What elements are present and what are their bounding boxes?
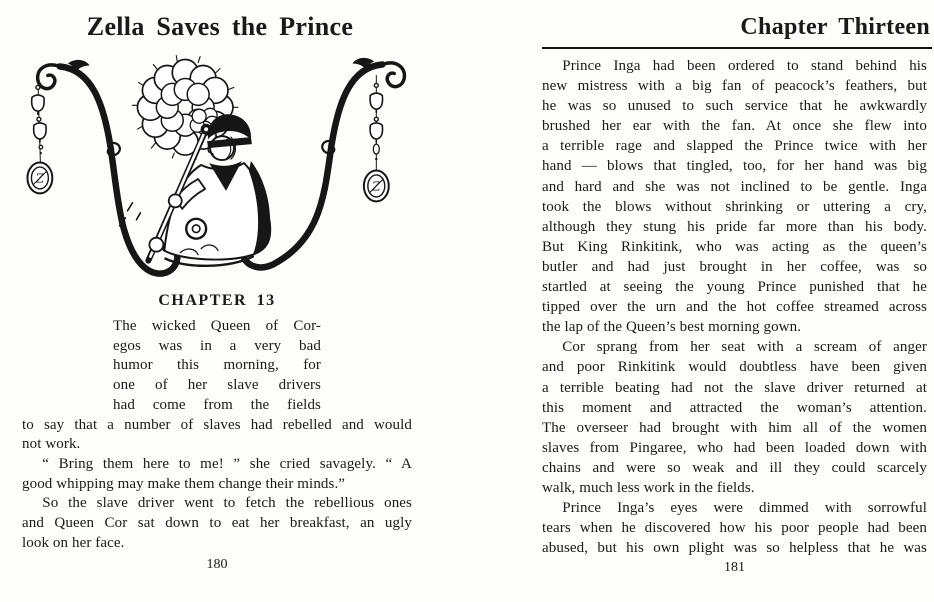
right-running-head: Chapter Thirteen [740,14,930,40]
text-line: Prince Inga’s eyes were dimmed with sorrowful [562,500,927,517]
text-line: So the slave driver went to fetch the rebellious ones [42,495,412,512]
text-line: butler and had just brought in her coffee, was so [542,258,927,275]
left-running-head: Zella Saves the Prince [86,12,354,41]
text-line: egos was in a very bad [113,337,321,354]
left-page-body [22,317,412,553]
text-line: chains and were so weak and ill they could scarcely [542,459,927,476]
paragraph [542,337,927,498]
text-line: Prince Inga had been ordered to stand behind his [562,58,927,74]
text-line: walk, much less work in the fields. [542,479,755,496]
text-line: and hard and she was not inclined to be gentle. Inga [542,178,927,195]
paragraph [22,455,412,494]
text-line: to say that a number of slaves had rebelled and would [22,416,412,433]
z-monogram-medallion-icon [27,163,52,194]
text-line: The wicked Queen of Cor- [113,318,321,334]
text-line: a terrible beating had not the slave driver returned at [542,379,927,396]
text-line: Cor sprang from her seat with a scream of anger [562,339,927,356]
right-page-body [542,56,927,558]
text-line: But King Rinkitink, who was acting as the queen’s [542,238,927,255]
hand-upper [169,194,182,207]
text-line: this moment and attracted the woman’s attention. [542,399,927,416]
text-line: humor this morning, for [113,357,321,374]
text-line: not work. [22,436,81,453]
text-line: the lap of the Queen’s best morning gown. [542,319,802,336]
text-line: hand — blows that tingled, too, for her hand was big [542,158,927,175]
paragraph [22,494,412,553]
opening-wide-continuation [22,416,412,455]
z-monogram-medallion-icon [364,171,389,202]
text-line: a terrible rage and slapped the Prince twice with her [542,138,927,155]
text-line: good whipping may make them change their minds.” [22,475,346,492]
text-line: and poor Rinkitink would doubtless have been given [542,359,927,376]
bell-drop-chain-left-icon [27,79,52,193]
svg-text:Z: Z [372,179,381,194]
text-line: and Queen Cor sat down to eat her breakfast, an ugly [22,515,412,532]
opening-narrow-paragraph [113,317,321,416]
text-line: startled at seeing the young Prince punished that he [542,279,927,296]
paragraph [542,56,927,337]
text-line: had come from the fields [113,396,321,413]
text-line: “ Bring them here to me! ” she cried savagely. “ A [42,455,412,472]
hand-lower [149,238,163,252]
chapter-ornament-illustration [16,52,444,294]
text-line: look on her face. [22,534,125,551]
bell-drop-chain-right-icon [364,75,389,201]
text-line: he was so unused to such service that he awkwardly [542,98,927,115]
header-rule [542,47,932,49]
text-line: brushed her ear with the fan. At once she flew into [542,118,927,135]
text-line: one of her slave drivers [113,377,321,394]
text-line: slaves from Pingaree, who had been loaded down with [542,439,927,456]
page-number-left: 180 [206,557,228,572]
page-number-right: 181 [724,560,745,575]
text-line: tipped over the urn and the hot coffee streamed across [542,299,927,316]
text-line: took the blows without shrinking or uttering a cry, [542,198,927,215]
svg-text:Z: Z [35,171,45,186]
text-line: although they stung his pride far more than his body. [542,218,927,235]
right-page [467,0,934,602]
text-line: The overseer had brought with him all of the women [542,419,927,436]
brooch [186,219,206,239]
chapter-heading: CHAPTER 13 [158,292,276,309]
text-line: new mistress with a big fan of peacock’s feathers, but [542,78,927,95]
text-line: abused, but his own plight was so helpless that he was [542,540,927,557]
text-line: tears when he discovered how his poor people had been [542,520,927,537]
paragraph [542,498,927,558]
